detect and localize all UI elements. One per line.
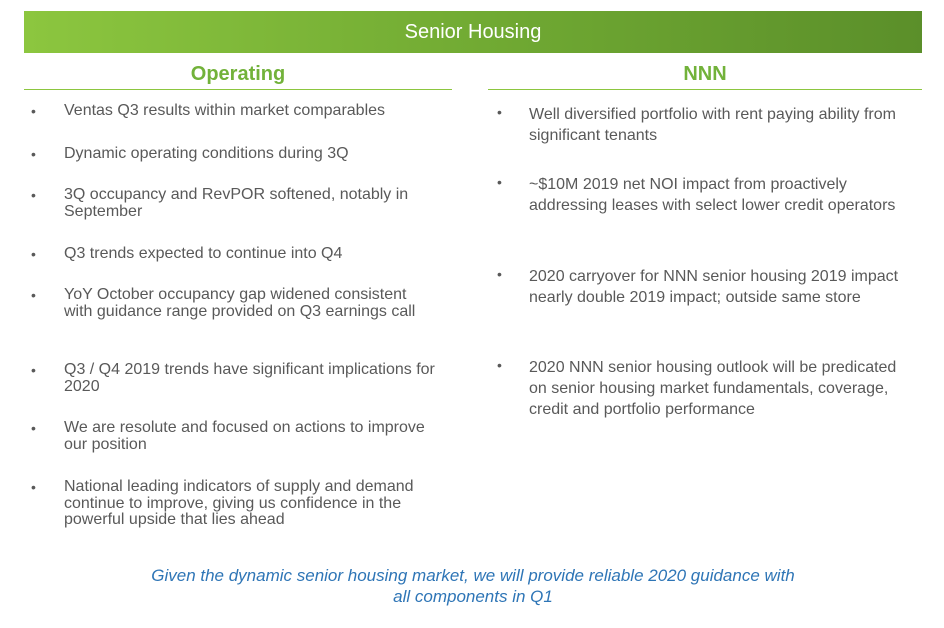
- bullet-text: ~$10M 2019 net NOI impact from proactively addressing leases with select lower credit operators: [529, 176, 896, 214]
- bullet-dot: •: [31, 287, 36, 303]
- bullet-text: 2020 carryover for NNN senior housing 2019 impact nearly double 2019 impact; outside same store: [529, 268, 899, 306]
- guidance-line-1: Given the dynamic senior housing market, we will provide reliable 2020 guidance with: [151, 566, 795, 585]
- bullet-dot: •: [497, 174, 502, 190]
- nnn-bullet-list: [497, 0, 927, 628]
- bullet-text: 2020 NNN senior housing outlook will be predicated on senior housing market fundamentals, coverage, credit and portfolio performance: [529, 359, 897, 418]
- banner-title: Senior Housing: [404, 20, 542, 43]
- bullet-text: Well diversified portfolio with rent paying ability from significant tenants: [529, 106, 896, 144]
- bullet-dot: •: [31, 246, 36, 262]
- bullet-dot: •: [497, 104, 502, 120]
- bullet-text: Dynamic operating conditions during 3Q: [64, 145, 349, 162]
- bullet-dot: •: [497, 266, 502, 282]
- bullet-text: National leading indicators of supply and demand continue to improve, giving us confidence in the powerful upside that lies ahead: [64, 478, 414, 528]
- bullet-text: Q3 trends expected to continue into Q4: [64, 245, 343, 262]
- bullet-dot: •: [31, 187, 36, 203]
- operating-bullet-list: [31, 0, 451, 628]
- bullet-dot: •: [31, 103, 36, 119]
- operating-heading: Operating: [24, 61, 452, 90]
- bullet-text: 3Q occupancy and RevPOR softened, notably in September: [64, 186, 409, 220]
- bullet-text: Ventas Q3 results within market comparables: [64, 102, 386, 119]
- guidance-line-2: all components in Q1: [393, 587, 553, 606]
- bullet-text: We are resolute and focused on actions to improve our position: [64, 419, 425, 453]
- bullet-dot: •: [31, 146, 36, 162]
- bullet-dot: •: [31, 479, 36, 495]
- nnn-heading: NNN: [488, 61, 922, 90]
- guidance-statement: [24, 565, 922, 607]
- bullet-dot: •: [31, 362, 36, 378]
- bullet-dot: •: [31, 420, 36, 436]
- bullet-text: Q3 / Q4 2019 trends have significant implications for 2020: [64, 361, 435, 395]
- bullet-dot: •: [497, 357, 502, 373]
- bullet-text: YoY October occupancy gap widened consistent with guidance range provided on Q3 earnings call: [64, 286, 416, 320]
